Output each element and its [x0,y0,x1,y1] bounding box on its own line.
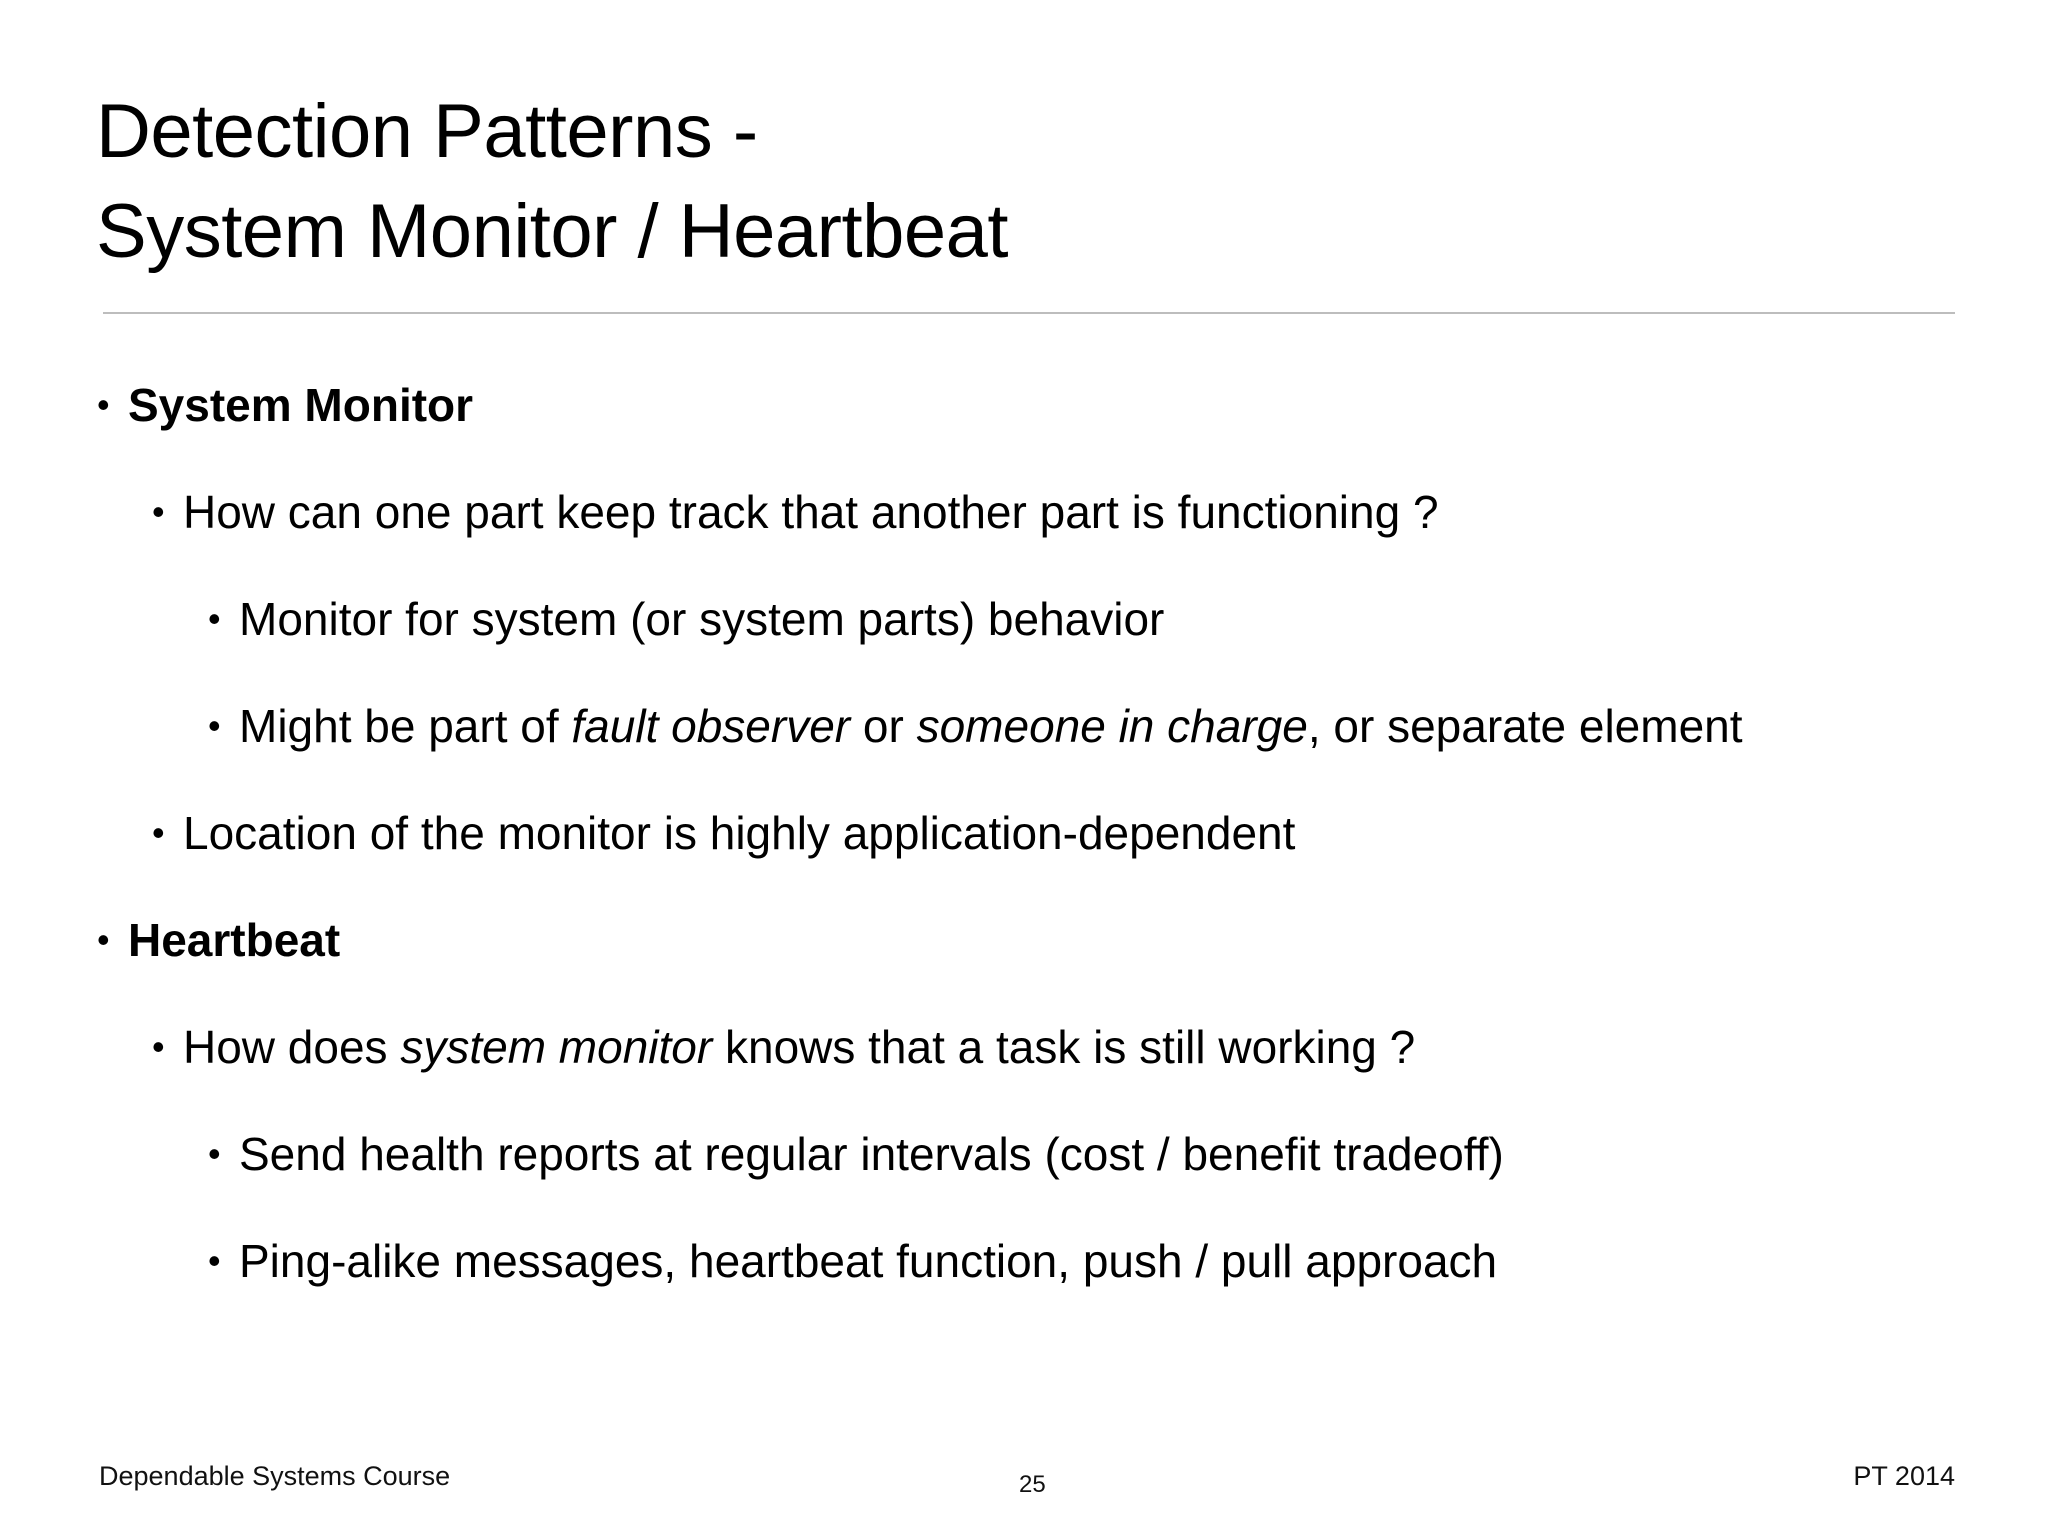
bullet-dot: • [152,1026,165,1067]
bullet-text-segment: How can one part keep track that another part is functioning ? [183,486,1439,538]
slide-title-line-1: Detection Patterns - [96,89,758,174]
bullet-dot: • [208,1133,221,1174]
bullet-text-segment: System Monitor [128,379,474,431]
bullet-level-3 [0,584,2048,691]
bullet-text [239,584,1164,654]
footer-page-number: 25 [1019,1471,1046,1498]
bullet-text [239,1226,1497,1296]
bullet-level-1 [0,370,2048,477]
slide-title-line-2: System Monitor / Heartbeat [96,189,1009,274]
bullet-text-emphasis: fault observer [571,700,851,752]
bullet-text [239,691,1743,761]
bullet-text-segment: Location of the monitor is highly application-dependent [183,807,1296,859]
bullet-text [183,1012,1415,1082]
bullet-text [128,905,340,975]
slide-title [96,82,1008,282]
bullet-dot: • [97,919,110,960]
bullet-dot: • [97,384,110,425]
bullet-text-segment: Monitor for system (or system parts) behavior [239,593,1165,645]
bullet-text [183,798,1295,868]
bullet-text-segment: knows that a task is still working ? [712,1021,1416,1073]
bullet-text [128,370,473,440]
bullet-text-emphasis: system monitor [400,1021,713,1073]
bullet-level-2 [0,798,2048,905]
bullet-dot: • [208,598,221,639]
footer-author-year: PT 2014 [1853,1461,1955,1491]
bullet-dot: • [152,812,165,853]
bullet-text [183,477,1439,547]
bullet-level-1 [0,905,2048,1012]
bullet-text-segment: Ping-alike messages, heartbeat function, push / pull approach [239,1235,1498,1287]
bullet-text-segment: Heartbeat [128,914,341,966]
bullet-list [0,370,2048,1333]
bullet-level-3 [0,691,2048,798]
bullet-text-segment: , or separate element [1307,700,1743,752]
bullet-text-segment: Might be part of [239,700,572,752]
bullet-level-2 [0,1012,2048,1119]
bullet-text-segment: How does [183,1021,401,1073]
footer-course-name: Dependable Systems Course [99,1461,451,1491]
bullet-level-3 [0,1226,2048,1333]
bullet-dot: • [208,705,221,746]
bullet-level-3 [0,1119,2048,1226]
bullet-level-2 [0,477,2048,584]
title-divider [103,312,1955,314]
bullet-text [239,1119,1504,1189]
bullet-text-segment: Send health reports at regular intervals (cost / benefit tradeoff) [239,1128,1504,1180]
bullet-text-segment: or [850,700,917,752]
bullet-dot: • [152,491,165,532]
bullet-text-emphasis: someone in charge [916,700,1308,752]
bullet-dot: • [208,1240,221,1281]
